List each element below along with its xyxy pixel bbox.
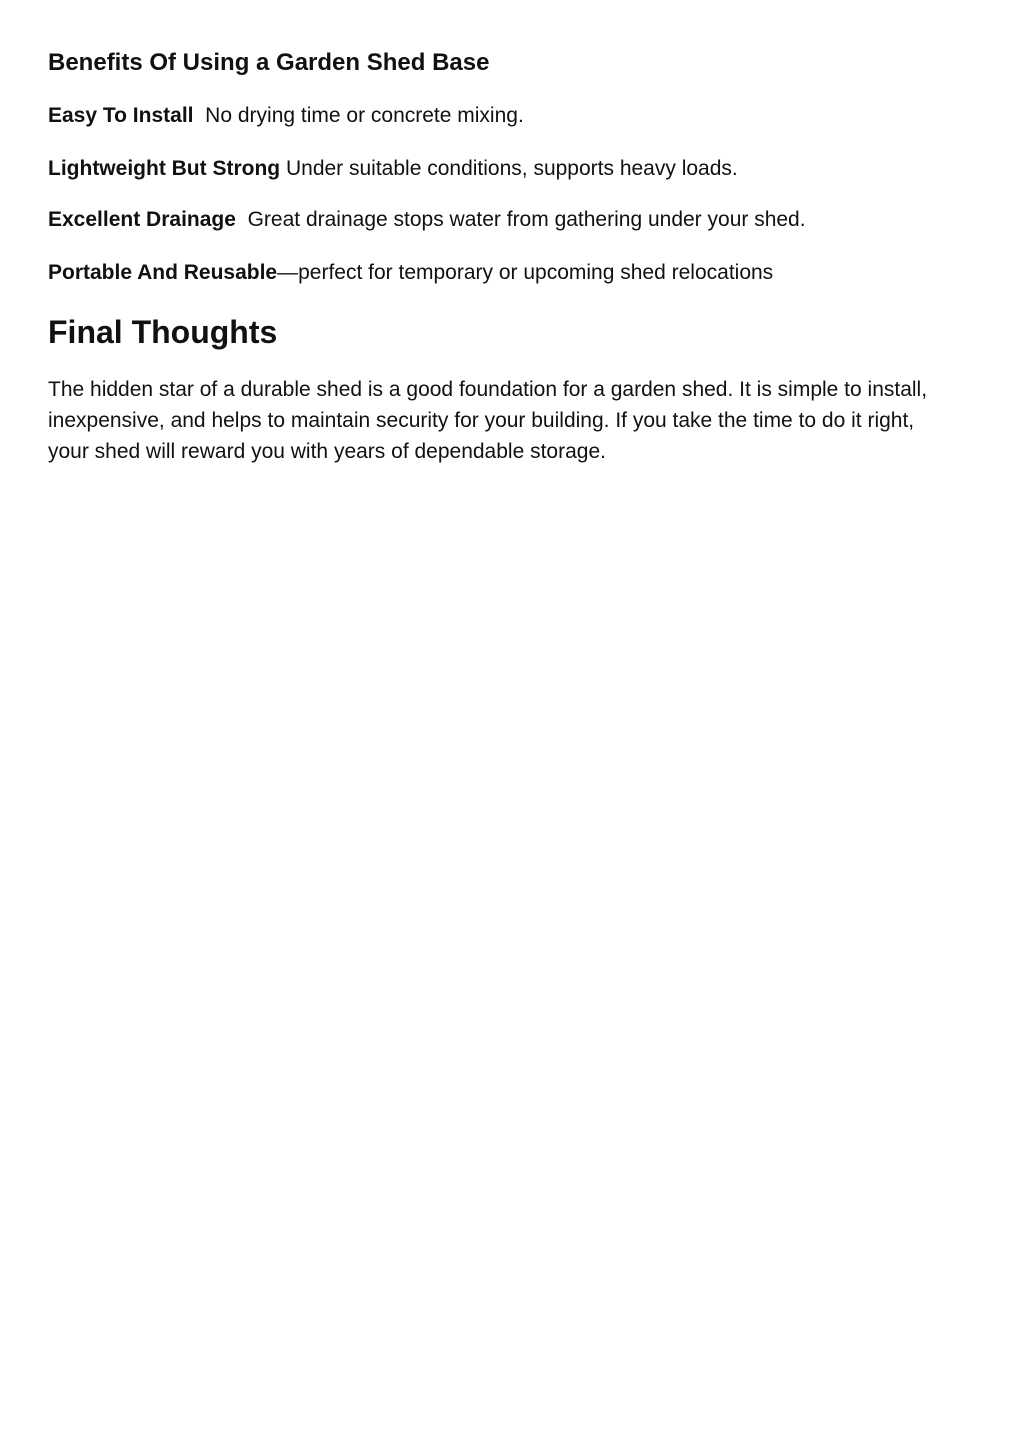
benefit-separator: —	[277, 261, 299, 284]
benefit-item-easy-to-install	[48, 101, 524, 131]
benefit-description: No drying time or concrete mixing.	[205, 104, 524, 127]
benefit-separator	[194, 104, 206, 127]
benefit-description: Great drainage stops water from gathering under your shed.	[247, 208, 806, 231]
benefit-term: Excellent Drainage	[48, 208, 236, 231]
benefit-item-portable-and-reusable	[48, 258, 773, 288]
benefit-item-excellent-drainage	[48, 205, 806, 235]
benefits-heading: Benefits Of Using a Garden Shed Base	[48, 49, 490, 76]
benefit-term: Lightweight But Strong	[48, 157, 281, 180]
benefit-term: Portable And Reusable	[48, 261, 278, 284]
benefit-description: perfect for temporary or upcoming shed relocations	[298, 261, 774, 284]
benefit-item-lightweight-but-strong	[48, 154, 738, 184]
final-thoughts-heading: Final Thoughts	[48, 314, 278, 350]
final-thoughts-paragraph: The hidden star of a durable shed is a good foundation for a garden shed. It is simple to install, inexpensive, and helps to maintain security for your building. If you take the time to do it right, your shed will reward you with years of dependable storage.	[48, 378, 928, 463]
benefit-description: Under suitable conditions, supports heavy loads.	[285, 157, 738, 180]
benefit-separator	[236, 208, 248, 231]
benefit-term: Easy To Install	[48, 104, 194, 127]
